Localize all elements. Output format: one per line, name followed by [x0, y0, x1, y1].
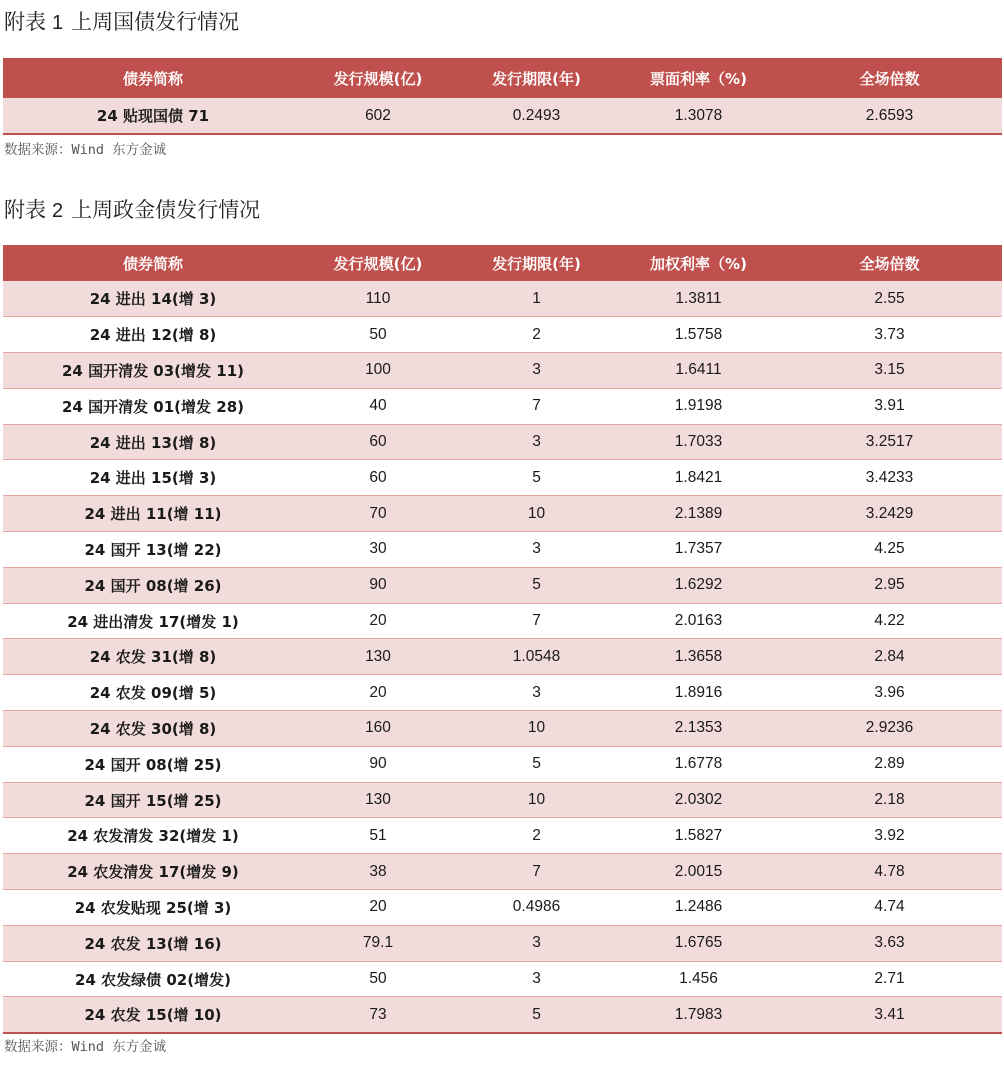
- header-bid-cover: 全场倍数: [777, 245, 1002, 281]
- term-cell: 1: [453, 281, 620, 317]
- policy-bank-bond-issuance-table: [3, 245, 1002, 1034]
- issue-size-cell: 50: [303, 317, 453, 353]
- table1-title: [4, 6, 239, 36]
- rate-cell: 1.3658: [620, 639, 777, 675]
- table-row: [3, 532, 1002, 568]
- issue-size-cell: 73: [303, 997, 453, 1033]
- rate-cell: 1.6765: [620, 925, 777, 961]
- table1-source-note: 数据来源：Wind 东方金诚: [4, 142, 167, 158]
- rate-cell: 1.7033: [620, 424, 777, 460]
- issue-size-cell: 20: [303, 890, 453, 926]
- issue-size-cell: 50: [303, 961, 453, 997]
- table1-body: [3, 98, 1002, 134]
- bid-cover-cell: 2.9236: [777, 711, 1002, 747]
- bid-cover-cell: 3.15: [777, 353, 1002, 389]
- bid-cover-cell: 3.63: [777, 925, 1002, 961]
- bid-cover-cell: 2.6593: [777, 98, 1002, 134]
- term-cell: 3: [453, 353, 620, 389]
- rate-cell: 2.1353: [620, 711, 777, 747]
- rate-cell: 1.7983: [620, 997, 777, 1033]
- term-cell: 3: [453, 961, 620, 997]
- table1-title-text: 上周国债发行情况: [71, 10, 240, 34]
- issue-size-cell: 20: [303, 603, 453, 639]
- table2-title-text: 上周政金债发行情况: [71, 198, 261, 222]
- bond-name-cell: 24 进出 11(增 11): [3, 496, 303, 532]
- header-weighted-rate: 加权利率（%): [620, 245, 777, 281]
- issue-size-cell: 60: [303, 424, 453, 460]
- bond-name-cell: 24 农发 09(增 5): [3, 675, 303, 711]
- bid-cover-cell: 2.84: [777, 639, 1002, 675]
- term-cell: 0.4986: [453, 890, 620, 926]
- bid-cover-cell: 3.92: [777, 818, 1002, 854]
- bid-cover-cell: 3.91: [777, 388, 1002, 424]
- table-row: [3, 782, 1002, 818]
- issue-size-cell: 60: [303, 460, 453, 496]
- rate-cell: 1.5758: [620, 317, 777, 353]
- table-row: [3, 961, 1002, 997]
- table2-number: 2: [52, 200, 64, 222]
- term-cell: 2: [453, 818, 620, 854]
- bond-name-cell: 24 农发贴现 25(增 3): [3, 890, 303, 926]
- bid-cover-cell: 4.74: [777, 890, 1002, 926]
- bid-cover-cell: 2.55: [777, 281, 1002, 317]
- bid-cover-cell: 4.22: [777, 603, 1002, 639]
- rate-cell: 1.8421: [620, 460, 777, 496]
- rate-cell: 2.0163: [620, 603, 777, 639]
- table-row: [3, 603, 1002, 639]
- header-coupon-rate: 票面利率（%): [620, 58, 777, 98]
- rate-cell: 1.9198: [620, 388, 777, 424]
- table-header-row: [3, 245, 1002, 281]
- table-row: [3, 890, 1002, 926]
- term-cell: 3: [453, 925, 620, 961]
- header-term: 发行期限(年): [453, 245, 620, 281]
- term-cell: 10: [453, 496, 620, 532]
- header-issue-size: 发行规模(亿): [303, 58, 453, 98]
- rate-cell: 2.0302: [620, 782, 777, 818]
- rate-cell: 1.6292: [620, 567, 777, 603]
- header-term: 发行期限(年): [453, 58, 620, 98]
- table-row: [3, 317, 1002, 353]
- bond-name-cell: 24 国开 08(增 25): [3, 746, 303, 782]
- table-row: [3, 675, 1002, 711]
- treasury-issuance-table: [3, 58, 1002, 135]
- term-cell: 1.0548: [453, 639, 620, 675]
- table-row: [3, 711, 1002, 747]
- issue-size-cell: 70: [303, 496, 453, 532]
- term-cell: 2: [453, 317, 620, 353]
- table-row: [3, 281, 1002, 317]
- term-cell: 5: [453, 567, 620, 603]
- rate-cell: 1.6778: [620, 746, 777, 782]
- bond-name-cell: 24 农发清发 17(增发 9): [3, 854, 303, 890]
- bond-name-cell: 24 农发 13(增 16): [3, 925, 303, 961]
- rate-cell: 1.2486: [620, 890, 777, 926]
- table-row: [3, 746, 1002, 782]
- header-bid-cover: 全场倍数: [777, 58, 1002, 98]
- header-bond-name: 债券简称: [3, 245, 303, 281]
- table-row: [3, 424, 1002, 460]
- table2-source-note: 数据来源：Wind 东方金诚: [4, 1039, 167, 1055]
- issue-size-cell: 51: [303, 818, 453, 854]
- bond-name-cell: 24 国开 08(增 26): [3, 567, 303, 603]
- bond-name-cell: 24 农发 31(增 8): [3, 639, 303, 675]
- bid-cover-cell: 3.96: [777, 675, 1002, 711]
- bond-name-cell: 24 农发 15(增 10): [3, 997, 303, 1033]
- term-cell: 3: [453, 424, 620, 460]
- issue-size-cell: 100: [303, 353, 453, 389]
- bid-cover-cell: 3.73: [777, 317, 1002, 353]
- table-row: [3, 496, 1002, 532]
- bond-name-cell: 24 国开 15(增 25): [3, 782, 303, 818]
- rate-cell: 2.1389: [620, 496, 777, 532]
- table-row: [3, 567, 1002, 603]
- issue-size-cell: 90: [303, 567, 453, 603]
- issue-size-cell: 30: [303, 532, 453, 568]
- table-header-row: [3, 58, 1002, 98]
- table-row: [3, 98, 1002, 134]
- table-row: [3, 997, 1002, 1033]
- issue-size-cell: 90: [303, 746, 453, 782]
- term-cell: 0.2493: [453, 98, 620, 134]
- term-cell: 5: [453, 997, 620, 1033]
- bond-name-cell: 24 农发清发 32(增发 1): [3, 818, 303, 854]
- bond-name-cell: 24 农发 30(增 8): [3, 711, 303, 747]
- bid-cover-cell: 3.41: [777, 997, 1002, 1033]
- table1-number: 1: [52, 12, 64, 34]
- term-cell: 3: [453, 675, 620, 711]
- bond-name-cell: 24 贴现国债 71: [3, 98, 303, 134]
- table-row: [3, 388, 1002, 424]
- bid-cover-cell: 4.78: [777, 854, 1002, 890]
- rate-cell: 1.6411: [620, 353, 777, 389]
- rate-cell: 1.8916: [620, 675, 777, 711]
- bid-cover-cell: 3.2517: [777, 424, 1002, 460]
- issue-size-cell: 110: [303, 281, 453, 317]
- bond-name-cell: 24 进出 13(增 8): [3, 424, 303, 460]
- bond-name-cell: 24 国开清发 01(增发 28): [3, 388, 303, 424]
- bond-name-cell: 24 进出清发 17(增发 1): [3, 603, 303, 639]
- bid-cover-cell: 4.25: [777, 532, 1002, 568]
- table-row: [3, 460, 1002, 496]
- table2-label: 附表: [4, 198, 46, 222]
- issue-size-cell: 38: [303, 854, 453, 890]
- bond-name-cell: 24 进出 14(增 3): [3, 281, 303, 317]
- term-cell: 10: [453, 782, 620, 818]
- term-cell: 3: [453, 532, 620, 568]
- table-row: [3, 818, 1002, 854]
- table-row: [3, 925, 1002, 961]
- issue-size-cell: 20: [303, 675, 453, 711]
- table2-title: [4, 194, 260, 224]
- term-cell: 5: [453, 460, 620, 496]
- term-cell: 7: [453, 603, 620, 639]
- bid-cover-cell: 2.95: [777, 567, 1002, 603]
- bond-name-cell: 24 国开 13(增 22): [3, 532, 303, 568]
- issue-size-cell: 40: [303, 388, 453, 424]
- header-bond-name: 债券简称: [3, 58, 303, 98]
- table-row: [3, 854, 1002, 890]
- rate-cell: 1.456: [620, 961, 777, 997]
- bond-name-cell: 24 进出 12(增 8): [3, 317, 303, 353]
- bid-cover-cell: 2.89: [777, 746, 1002, 782]
- table-row: [3, 353, 1002, 389]
- bid-cover-cell: 2.71: [777, 961, 1002, 997]
- rate-cell: 1.7357: [620, 532, 777, 568]
- term-cell: 10: [453, 711, 620, 747]
- rate-cell: 2.0015: [620, 854, 777, 890]
- term-cell: 5: [453, 746, 620, 782]
- table1-label: 附表: [4, 10, 46, 34]
- table-row: [3, 639, 1002, 675]
- bid-cover-cell: 3.2429: [777, 496, 1002, 532]
- issue-size-cell: 130: [303, 639, 453, 675]
- rate-cell: 1.5827: [620, 818, 777, 854]
- term-cell: 7: [453, 854, 620, 890]
- issue-size-cell: 602: [303, 98, 453, 134]
- term-cell: 7: [453, 388, 620, 424]
- rate-cell: 1.3078: [620, 98, 777, 134]
- bond-name-cell: 24 农发绿债 02(增发): [3, 961, 303, 997]
- header-issue-size: 发行规模(亿): [303, 245, 453, 281]
- bond-name-cell: 24 国开清发 03(增发 11): [3, 353, 303, 389]
- issue-size-cell: 79.1: [303, 925, 453, 961]
- bond-name-cell: 24 进出 15(增 3): [3, 460, 303, 496]
- table2-body: [3, 281, 1002, 1033]
- bid-cover-cell: 2.18: [777, 782, 1002, 818]
- bid-cover-cell: 3.4233: [777, 460, 1002, 496]
- issue-size-cell: 160: [303, 711, 453, 747]
- issue-size-cell: 130: [303, 782, 453, 818]
- rate-cell: 1.3811: [620, 281, 777, 317]
